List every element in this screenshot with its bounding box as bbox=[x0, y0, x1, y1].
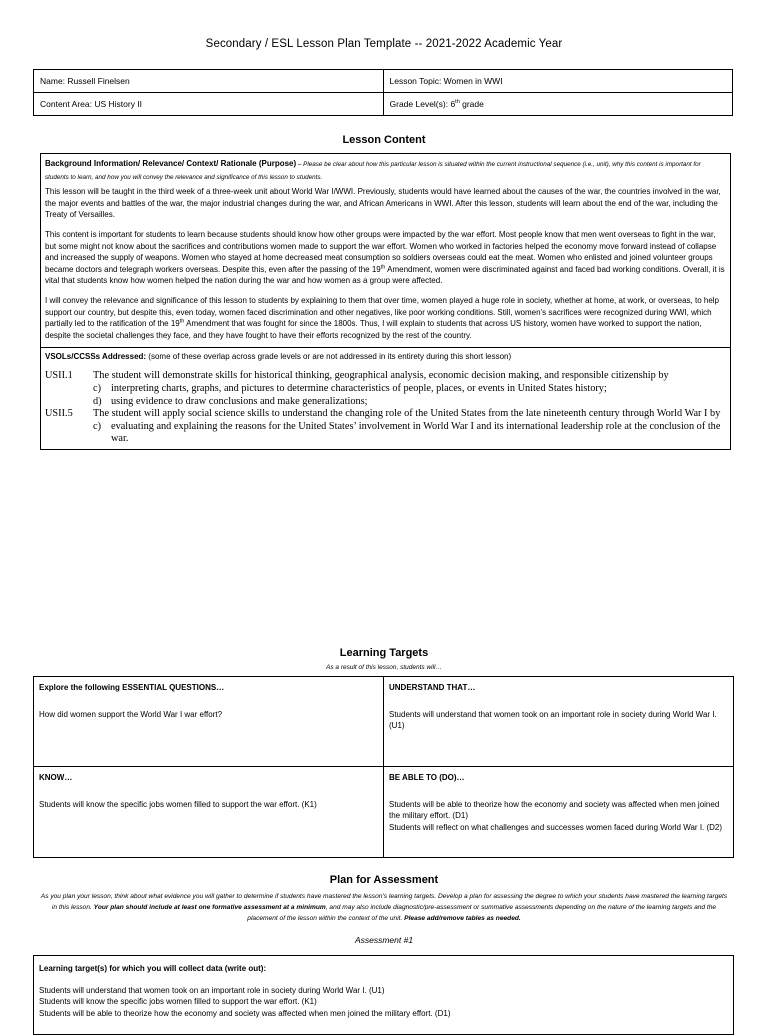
do-cell bbox=[384, 767, 734, 858]
paragraph-3-text-a: I will convey the relevance and significance of this lesson to students by explaining to them that over time, women played a huge role in society, whether at home, at work, or overseas, to help support our country, but despite this, even today, women faced discrimination and other negatives, like poor working conditions. Still, women’s sacrifices were recognized during WWI, which partially led to the ratification of the 19 bbox=[45, 295, 719, 329]
sol-subitem bbox=[45, 396, 726, 409]
understand-head: UNDERSTAND THAT… bbox=[389, 683, 476, 692]
assessment-targets-box bbox=[33, 955, 734, 1035]
background-section bbox=[41, 154, 730, 348]
sol-subitem-text: evaluating and explaining the reasons for the United States’ involvement in World War I and its international leadership role at the conclusion of the war. bbox=[111, 420, 721, 445]
sol-code: USII.1 bbox=[45, 370, 73, 382]
sol-subitem bbox=[45, 421, 726, 446]
understand-body: Students will understand that women took on an important role in society during World War I. (U1) bbox=[389, 709, 717, 730]
assessment-heading: Plan for Assessment bbox=[329, 874, 439, 886]
background-label: Background Information/ Relevance/ Context/ Rationale (Purpose) bbox=[45, 159, 297, 168]
sol-subitem bbox=[45, 383, 726, 396]
paragraph-3-text-b: Amendment that was fought for since the 1800s. Thus, I will explain to students that across US history, women have worked to support the nation, despite the societal challenges they face, and they have fought to have their efforts recognized by the rest of the country. bbox=[45, 319, 702, 340]
assessment-target-2: Students will know the specific jobs women filled to support the war effort. (K1) bbox=[39, 997, 317, 1007]
sols-header bbox=[45, 352, 726, 361]
paragraph-2-text-a: This content is important for students to learn because students should know how other groups were impacted by the war effort. Most people know that men went overseas to fight in the war, but some might not know about the sacrifices and contributions women made to support the war effort. Women who worked in factories helped the economy move forward instead of collapse and increased the supply of weapons. Women who stayed at home decreased meat consumption so soldiers overseas could eat the meat. Women who enlisted and joined volunteer groups became doctors and telegraph workers overseas. Despite this, even after the passing of the 19 bbox=[45, 229, 717, 274]
teacher-name: Name: Russell Finelsen bbox=[34, 70, 384, 93]
sols-note: (some of these overlap across grade levels or are not addressed in its entirety during this short lesson) bbox=[146, 352, 512, 362]
do-head: BE ABLE TO (DO)… bbox=[389, 773, 465, 782]
paragraph-3-sup: th bbox=[179, 318, 185, 325]
sols-list bbox=[45, 370, 726, 446]
sol-text: The student will demonstrate skills for historical thinking, geographical analysis, economic decision making, and responsible citizenship by bbox=[93, 370, 669, 382]
background-paragraph-3 bbox=[45, 295, 726, 341]
paragraph-2-sup: th bbox=[380, 264, 386, 271]
assessment-note-c: , and may also include diagnostic/pre-assessment or summative assessments depending on the nature of the learning targets and the placement of the lesson within the context of the unit. bbox=[247, 904, 717, 922]
know-cell bbox=[34, 767, 384, 858]
essential-questions-body: How did women support the World War I war effort? bbox=[39, 709, 223, 719]
grade-level bbox=[383, 93, 733, 116]
do-body-2: Students will reflect on what challenges and successes women faced during World War I. (D2) bbox=[389, 822, 723, 832]
assessment-targets-head: Learning target(s) for which you will collect data (write out): bbox=[39, 964, 267, 973]
sols-section bbox=[41, 348, 730, 449]
sol-usii1 bbox=[45, 370, 726, 383]
document-title: Secondary / ESL Lesson Plan Template -- 2021-2022 Academic Year bbox=[205, 38, 563, 50]
learning-targets-table bbox=[33, 676, 734, 858]
lesson-content-heading: Lesson Content bbox=[342, 134, 426, 146]
sol-code: USII.5 bbox=[45, 408, 73, 420]
learning-targets-subnote: As a result of this lesson, students will… bbox=[326, 664, 442, 671]
sol-letter: c) bbox=[93, 382, 101, 394]
background-header bbox=[45, 158, 726, 183]
assessment-label: Assessment #1 bbox=[354, 935, 414, 945]
assessment-target-3: Students will be able to theorize how the economy and society was affected when men joined the military effort. (D1) bbox=[39, 1009, 451, 1019]
essential-questions-cell bbox=[34, 677, 384, 767]
assessment-target-1: Students will understand that women took on an important role in society during World War I. (U1) bbox=[39, 985, 385, 995]
content-area: Content Area: US History II bbox=[34, 93, 384, 116]
learning-targets-heading: Learning Targets bbox=[339, 647, 429, 659]
sol-letter: d) bbox=[93, 395, 102, 407]
essential-questions-head: Explore the following ESSENTIAL QUESTIONS… bbox=[39, 683, 225, 692]
sol-subitem-text: interpreting charts, graphs, and pictures to determine characteristics of people, places, or events in United States history; bbox=[111, 382, 607, 394]
background-paragraph-2 bbox=[45, 229, 726, 287]
lesson-info-table bbox=[33, 69, 733, 116]
background-note: – Please be clear about how this particular lesson is situated within the current instructional sequence (i.e., unit), why this content is important for students to learn, and how you will convey the relevance and significance of this lesson to students. bbox=[45, 161, 701, 181]
assessment-note-d: Please add/remove tables as needed. bbox=[404, 915, 521, 922]
assessment-note-a: As you plan your lesson, think about what evidence you will gather to determine if students have mastered the lesson’s learning targets. Develop a plan for assessing the degree to which your students have mastered the learning targets in this lesson. bbox=[40, 893, 728, 911]
grade-level-prefix: Grade Level(s): 6 bbox=[389, 99, 456, 109]
assessment-note-b: Your plan should include at least one formative assessment at a minimum bbox=[93, 904, 326, 911]
know-head: KNOW… bbox=[39, 773, 73, 782]
grade-level-suffix: grade bbox=[459, 99, 484, 109]
sol-usii5 bbox=[45, 408, 726, 421]
sol-subitem-text: using evidence to draw conclusions and make generalizations; bbox=[111, 395, 368, 407]
paragraph-2-text-b: Amendment, women were discriminated against and faced bad working conditions. Overall, it is vital that students know how women helped the nation during the war and how women as a group were affected. bbox=[45, 264, 725, 286]
sol-text: The student will apply social science skills to understand the changing role of the United States from the late nineteenth century through World War I by bbox=[93, 408, 721, 420]
sol-letter: c) bbox=[93, 420, 101, 432]
understand-cell bbox=[384, 677, 734, 767]
lesson-content-box bbox=[40, 153, 731, 450]
grade-level-sup: th bbox=[455, 99, 460, 106]
know-body: Students will know the specific jobs women filled to support the war effort. (K1) bbox=[39, 799, 317, 809]
lesson-topic: Lesson Topic: Women in WWI bbox=[383, 70, 733, 93]
sols-label: VSOLs/CCSSs Addressed: bbox=[45, 352, 147, 362]
do-body-1: Students will be able to theorize how the economy and society was affected when men joined the military effort. (D1) bbox=[389, 799, 720, 820]
assessment-instructions bbox=[40, 891, 728, 924]
background-paragraph-1: This lesson will be taught in the third week of a three-week unit about World War I/WWI. Previously, students would have learned about the causes of the war, the countries involved in the war, the major events and battles of the war, the major industrial changes during the war, and African Americans in WWI. After this lesson, students will learn about the end of the war, including the Treaty of Versailles. bbox=[45, 187, 721, 220]
